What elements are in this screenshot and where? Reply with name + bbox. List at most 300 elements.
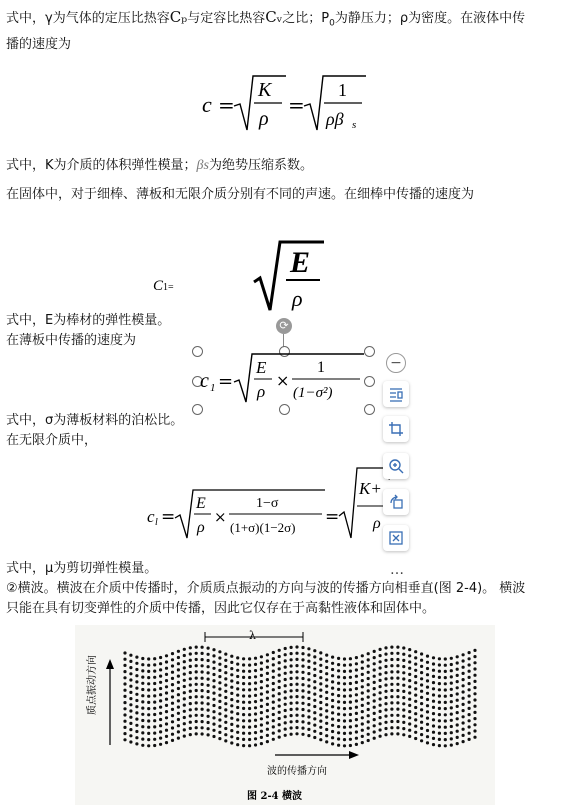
more-options-icon[interactable]: … bbox=[390, 562, 404, 578]
wave-dot bbox=[260, 736, 263, 739]
wave-dot bbox=[379, 685, 382, 688]
wave-dot bbox=[141, 707, 144, 710]
wave-dot bbox=[355, 724, 358, 727]
wave-dot bbox=[135, 693, 138, 696]
wave-dot bbox=[373, 668, 376, 671]
formula-plate-speed[interactable] bbox=[198, 350, 368, 406]
wave-dot bbox=[438, 682, 441, 685]
wave-dot bbox=[456, 723, 459, 726]
wave-dot bbox=[367, 720, 370, 723]
wave-dot bbox=[408, 722, 411, 725]
paragraph-infinite-intro: 在无限介质中， bbox=[6, 433, 98, 448]
wave-dot bbox=[367, 696, 370, 699]
wave-dot bbox=[390, 720, 393, 723]
wave-dot bbox=[349, 725, 352, 728]
wave-dot bbox=[236, 706, 239, 709]
wave-dot bbox=[242, 713, 245, 716]
wave-dot bbox=[248, 713, 251, 716]
wave-dot bbox=[212, 735, 215, 738]
wave-dot bbox=[236, 725, 239, 728]
wave-dot bbox=[426, 673, 429, 676]
wave-dot bbox=[242, 701, 245, 704]
wave-dot bbox=[468, 682, 471, 685]
rotate-button[interactable] bbox=[383, 489, 409, 515]
wave-dot bbox=[337, 713, 340, 716]
formula-rho-beta: ρβ bbox=[326, 109, 344, 129]
minus-icon[interactable]: − bbox=[386, 353, 406, 373]
wave-dot bbox=[177, 718, 180, 721]
wave-dot bbox=[141, 657, 144, 660]
wave-dot bbox=[242, 694, 245, 697]
wave-dot bbox=[147, 719, 150, 722]
wave-dot bbox=[278, 723, 281, 726]
wave-dot bbox=[402, 653, 405, 656]
wave-dot bbox=[278, 661, 281, 664]
wave-dot bbox=[171, 726, 174, 729]
wave-dot bbox=[420, 702, 423, 705]
wave-dot bbox=[307, 647, 310, 650]
zoom-in-button[interactable] bbox=[383, 453, 409, 479]
wave-dot bbox=[450, 719, 453, 722]
wave-dot bbox=[284, 703, 287, 706]
wave-dot bbox=[189, 683, 192, 686]
wave-dot bbox=[248, 701, 251, 704]
wave-dot bbox=[379, 666, 382, 669]
wave-dot bbox=[473, 698, 476, 701]
wave-dot bbox=[207, 684, 210, 687]
wave-dot bbox=[230, 735, 233, 738]
wave-dot bbox=[349, 676, 352, 679]
wave-dot bbox=[260, 655, 263, 658]
wave-dot bbox=[343, 688, 346, 691]
wave-dot bbox=[325, 716, 328, 719]
wave-dot bbox=[272, 682, 275, 685]
wave-dot bbox=[450, 663, 453, 666]
wave-dot bbox=[426, 729, 429, 732]
wave-dot bbox=[468, 670, 471, 673]
wave-dot bbox=[343, 726, 346, 729]
wave-dot bbox=[456, 717, 459, 720]
wave-dot bbox=[278, 649, 281, 652]
wave-dot bbox=[331, 668, 334, 671]
wave-dot bbox=[248, 670, 251, 673]
wave-dot bbox=[373, 724, 376, 727]
wave-dot bbox=[307, 734, 310, 737]
wave-dot bbox=[462, 653, 465, 656]
wave-dot bbox=[224, 727, 227, 730]
wave-dot bbox=[201, 701, 204, 704]
wave-dot bbox=[420, 739, 423, 742]
wave-dot bbox=[147, 682, 150, 685]
wave-dot bbox=[278, 711, 281, 714]
wave-dot bbox=[248, 695, 251, 698]
wave-dot bbox=[123, 701, 126, 704]
wave-dot bbox=[248, 726, 251, 729]
wave-dot bbox=[432, 731, 435, 734]
wave-dot bbox=[373, 681, 376, 684]
wave-dot bbox=[402, 684, 405, 687]
beta-symbol: βs bbox=[196, 158, 209, 173]
wave-dot bbox=[207, 671, 210, 674]
wave-dot bbox=[129, 672, 132, 675]
wave-dot bbox=[438, 694, 441, 697]
wave-dot bbox=[444, 713, 447, 716]
wave-dot bbox=[408, 673, 411, 676]
wave-dot bbox=[313, 674, 316, 677]
equals-sign: = bbox=[325, 507, 340, 527]
wave-dot bbox=[135, 656, 138, 659]
wave-dot bbox=[349, 682, 352, 685]
wave-dot bbox=[278, 705, 281, 708]
wave-dot bbox=[207, 647, 210, 650]
wave-dot bbox=[242, 657, 245, 660]
wave-dot bbox=[337, 706, 340, 709]
horizontal-axis-label: 波的传播方向 bbox=[267, 766, 327, 777]
wave-dot bbox=[337, 675, 340, 678]
wave-dot bbox=[254, 725, 257, 728]
wave-dot bbox=[284, 697, 287, 700]
wave-dot bbox=[147, 670, 150, 673]
wave-dot bbox=[177, 656, 180, 659]
wave-dot bbox=[165, 729, 168, 732]
wave-dot bbox=[396, 726, 399, 729]
wave-dot bbox=[331, 680, 334, 683]
wave-dot bbox=[361, 667, 364, 670]
wave-dot bbox=[462, 715, 465, 718]
wave-dot bbox=[473, 655, 476, 658]
wave-dot bbox=[313, 711, 316, 714]
wave-dot bbox=[123, 726, 126, 729]
text-segment: 式中，γ为气体的定压比热容 bbox=[6, 11, 170, 26]
rotate-icon bbox=[388, 494, 404, 510]
wave-dot bbox=[230, 667, 233, 670]
formula-one: 1 bbox=[338, 80, 347, 100]
wave-dot bbox=[260, 692, 263, 695]
formula-one: 1 bbox=[317, 359, 325, 376]
wave-dot bbox=[456, 699, 459, 702]
wave-dot bbox=[266, 672, 269, 675]
wave-dot bbox=[468, 738, 471, 741]
wave-dot bbox=[349, 744, 352, 747]
wave-dot bbox=[218, 681, 221, 684]
wave-dot bbox=[408, 729, 411, 732]
wave-dot bbox=[373, 699, 376, 702]
wave-dot bbox=[159, 712, 162, 715]
wave-dot bbox=[278, 686, 281, 689]
wave-dot bbox=[212, 704, 215, 707]
wave-dot bbox=[367, 665, 370, 668]
wave-dot bbox=[207, 702, 210, 705]
wave-dot bbox=[462, 728, 465, 731]
wave-dot bbox=[373, 730, 376, 733]
wave-dot bbox=[384, 708, 387, 711]
wave-dot bbox=[331, 742, 334, 745]
wave-dot bbox=[290, 658, 293, 661]
wave-dot bbox=[325, 703, 328, 706]
wave-dot bbox=[379, 704, 382, 707]
wave-dot bbox=[349, 663, 352, 666]
wave-dot bbox=[379, 716, 382, 719]
wave-dot bbox=[456, 661, 459, 664]
wave-dot bbox=[230, 661, 233, 664]
wave-dot bbox=[266, 715, 269, 718]
wave-dot bbox=[224, 715, 227, 718]
wave-dot bbox=[224, 702, 227, 705]
wave-dot bbox=[420, 677, 423, 680]
wave-dot bbox=[254, 737, 257, 740]
wave-dot bbox=[426, 655, 429, 658]
wave-dot bbox=[373, 737, 376, 740]
wave-dot bbox=[373, 712, 376, 715]
wave-dot bbox=[349, 707, 352, 710]
wave-dot bbox=[432, 687, 435, 690]
wave-dot bbox=[242, 663, 245, 666]
wave-dot bbox=[189, 671, 192, 674]
wave-dot bbox=[254, 688, 257, 691]
wave-dot bbox=[129, 691, 132, 694]
sqrt-sign bbox=[254, 242, 324, 310]
wave-dot bbox=[301, 646, 304, 649]
wave-dot bbox=[402, 708, 405, 711]
wave-dot bbox=[301, 665, 304, 668]
wave-dot bbox=[331, 656, 334, 659]
subscript-zero: 0 bbox=[329, 18, 335, 29]
wave-dot bbox=[195, 701, 198, 704]
wave-dot bbox=[272, 738, 275, 741]
wave-dot bbox=[266, 678, 269, 681]
wave-dot bbox=[456, 655, 459, 658]
wave-dot bbox=[177, 706, 180, 709]
wave-dot bbox=[337, 731, 340, 734]
wave-dot bbox=[384, 733, 387, 736]
wave-dot bbox=[355, 706, 358, 709]
wave-dot bbox=[468, 701, 471, 704]
wave-dot bbox=[212, 661, 215, 664]
wave-dot bbox=[444, 719, 447, 722]
wave-dot bbox=[325, 709, 328, 712]
wave-dot bbox=[384, 684, 387, 687]
wave-dot bbox=[444, 670, 447, 673]
wave-dot bbox=[123, 658, 126, 661]
wave-dot bbox=[343, 682, 346, 685]
wave-dot bbox=[432, 662, 435, 665]
wave-dot bbox=[313, 717, 316, 720]
wave-dot bbox=[147, 664, 150, 667]
wave-dot bbox=[177, 687, 180, 690]
wave-dot bbox=[408, 710, 411, 713]
wave-dot bbox=[129, 685, 132, 688]
wave-dot bbox=[236, 675, 239, 678]
wave-dot bbox=[201, 652, 204, 655]
crop-button[interactable] bbox=[383, 416, 409, 442]
wave-dot bbox=[254, 663, 257, 666]
wave-dot bbox=[361, 679, 364, 682]
wave-dot bbox=[473, 711, 476, 714]
wave-dot bbox=[260, 680, 263, 683]
formula-c-sub: 1= bbox=[163, 282, 174, 293]
wave-dot bbox=[129, 728, 132, 731]
formula-symbol-rho: ρ bbox=[373, 515, 381, 532]
crop-icon bbox=[388, 421, 404, 437]
wave-dot bbox=[319, 682, 322, 685]
wave-dot bbox=[201, 683, 204, 686]
wave-dot bbox=[153, 719, 156, 722]
wave-dot bbox=[207, 709, 210, 712]
wave-dot bbox=[444, 682, 447, 685]
wave-dot bbox=[147, 738, 150, 741]
wave-dot bbox=[295, 689, 298, 692]
wave-dot bbox=[123, 689, 126, 692]
wave-dot bbox=[367, 689, 370, 692]
wave-dot bbox=[123, 676, 126, 679]
wave-dot bbox=[379, 722, 382, 725]
wave-dot bbox=[165, 735, 168, 738]
wave-dot bbox=[473, 692, 476, 695]
wave-dot bbox=[230, 692, 233, 695]
wave-dot bbox=[462, 703, 465, 706]
wave-dot bbox=[171, 720, 174, 723]
wave-dot bbox=[195, 664, 198, 667]
wave-dot bbox=[414, 687, 417, 690]
wave-dot bbox=[129, 722, 132, 725]
wave-dot bbox=[337, 663, 340, 666]
wave-dot bbox=[272, 663, 275, 666]
wave-dot bbox=[462, 659, 465, 662]
wave-dot bbox=[349, 701, 352, 704]
wave-dot bbox=[129, 740, 132, 743]
wave-dot bbox=[390, 652, 393, 655]
wave-dot bbox=[272, 688, 275, 691]
wave-dot bbox=[201, 714, 204, 717]
wave-dot bbox=[468, 694, 471, 697]
wave-dot bbox=[195, 646, 198, 649]
wave-dot bbox=[331, 705, 334, 708]
wave-dot bbox=[426, 661, 429, 664]
wave-dot bbox=[260, 717, 263, 720]
wave-dot bbox=[290, 695, 293, 698]
wave-dot bbox=[260, 661, 263, 664]
wave-dot bbox=[177, 650, 180, 653]
wave-dot bbox=[331, 711, 334, 714]
wave-dot bbox=[373, 656, 376, 659]
wave-dot bbox=[141, 682, 144, 685]
wave-dot bbox=[367, 702, 370, 705]
wave-dot bbox=[325, 678, 328, 681]
wave-dot bbox=[301, 696, 304, 699]
wave-dot bbox=[212, 723, 215, 726]
wave-dot bbox=[468, 688, 471, 691]
wave-dot bbox=[313, 730, 316, 733]
wave-dot bbox=[361, 716, 364, 719]
wave-dot bbox=[183, 716, 186, 719]
wave-dot bbox=[319, 726, 322, 729]
wave-dot bbox=[444, 664, 447, 667]
wave-dot bbox=[295, 714, 298, 717]
wave-dot bbox=[165, 710, 168, 713]
wave-dot bbox=[248, 682, 251, 685]
wave-dot bbox=[355, 687, 358, 690]
wave-dot bbox=[177, 681, 180, 684]
wave-dot bbox=[177, 668, 180, 671]
wave-dot bbox=[123, 664, 126, 667]
formula-c1-label bbox=[153, 278, 174, 295]
wave-dot bbox=[153, 694, 156, 697]
wave-dot bbox=[266, 721, 269, 724]
wave-dot bbox=[420, 708, 423, 711]
formula-symbol-e: E bbox=[290, 246, 311, 279]
wave-dot bbox=[171, 683, 174, 686]
wave-dot bbox=[201, 664, 204, 667]
wave-dot bbox=[260, 668, 263, 671]
wave-dot bbox=[236, 737, 239, 740]
wave-dot bbox=[438, 663, 441, 666]
formula-symbol-e: E bbox=[196, 495, 206, 512]
wave-dot bbox=[159, 693, 162, 696]
wave-dot bbox=[379, 648, 382, 651]
wave-dot bbox=[135, 674, 138, 677]
wave-dot bbox=[325, 740, 328, 743]
wave-dot bbox=[402, 715, 405, 718]
wave-dot bbox=[177, 693, 180, 696]
wave-dot bbox=[159, 730, 162, 733]
wave-dot bbox=[390, 683, 393, 686]
wave-dot bbox=[284, 690, 287, 693]
wave-dot bbox=[242, 670, 245, 673]
wave-dot bbox=[189, 696, 192, 699]
wave-dot bbox=[426, 679, 429, 682]
wave-dot bbox=[278, 674, 281, 677]
wave-dot bbox=[278, 717, 281, 720]
wave-dot bbox=[171, 658, 174, 661]
wave-dot bbox=[201, 732, 204, 735]
wave-dot bbox=[355, 718, 358, 721]
wave-dot bbox=[307, 728, 310, 731]
wave-dot bbox=[414, 675, 417, 678]
wave-dot bbox=[183, 679, 186, 682]
wave-dot bbox=[408, 654, 411, 657]
rotate-handle-icon[interactable]: ⟳ bbox=[276, 318, 292, 334]
wave-dot bbox=[396, 658, 399, 661]
wave-dot bbox=[373, 675, 376, 678]
wave-dot bbox=[367, 727, 370, 730]
wave-dot bbox=[141, 713, 144, 716]
wave-dot bbox=[313, 655, 316, 658]
wave-dot bbox=[384, 659, 387, 662]
wave-dot bbox=[337, 737, 340, 740]
wave-dot bbox=[212, 710, 215, 713]
wave-dot bbox=[396, 646, 399, 649]
wave-dot bbox=[432, 718, 435, 721]
wave-dot bbox=[414, 700, 417, 703]
text-wrap-button[interactable] bbox=[383, 381, 409, 407]
wave-dot bbox=[183, 648, 186, 651]
wave-dot bbox=[290, 671, 293, 674]
wave-dot bbox=[207, 727, 210, 730]
wave-dot bbox=[284, 678, 287, 681]
wave-dot bbox=[426, 686, 429, 689]
wave-dot bbox=[396, 708, 399, 711]
vertical-axis-label: 质点振动方向 bbox=[87, 655, 98, 715]
wave-dot bbox=[384, 702, 387, 705]
wave-dot bbox=[301, 727, 304, 730]
formula-symbol-c: c bbox=[147, 507, 155, 526]
wave-dot bbox=[171, 695, 174, 698]
wave-dot bbox=[224, 665, 227, 668]
wave-dot bbox=[290, 683, 293, 686]
fit-button[interactable] bbox=[383, 525, 409, 551]
wave-dot bbox=[301, 671, 304, 674]
wave-dot bbox=[236, 743, 239, 746]
